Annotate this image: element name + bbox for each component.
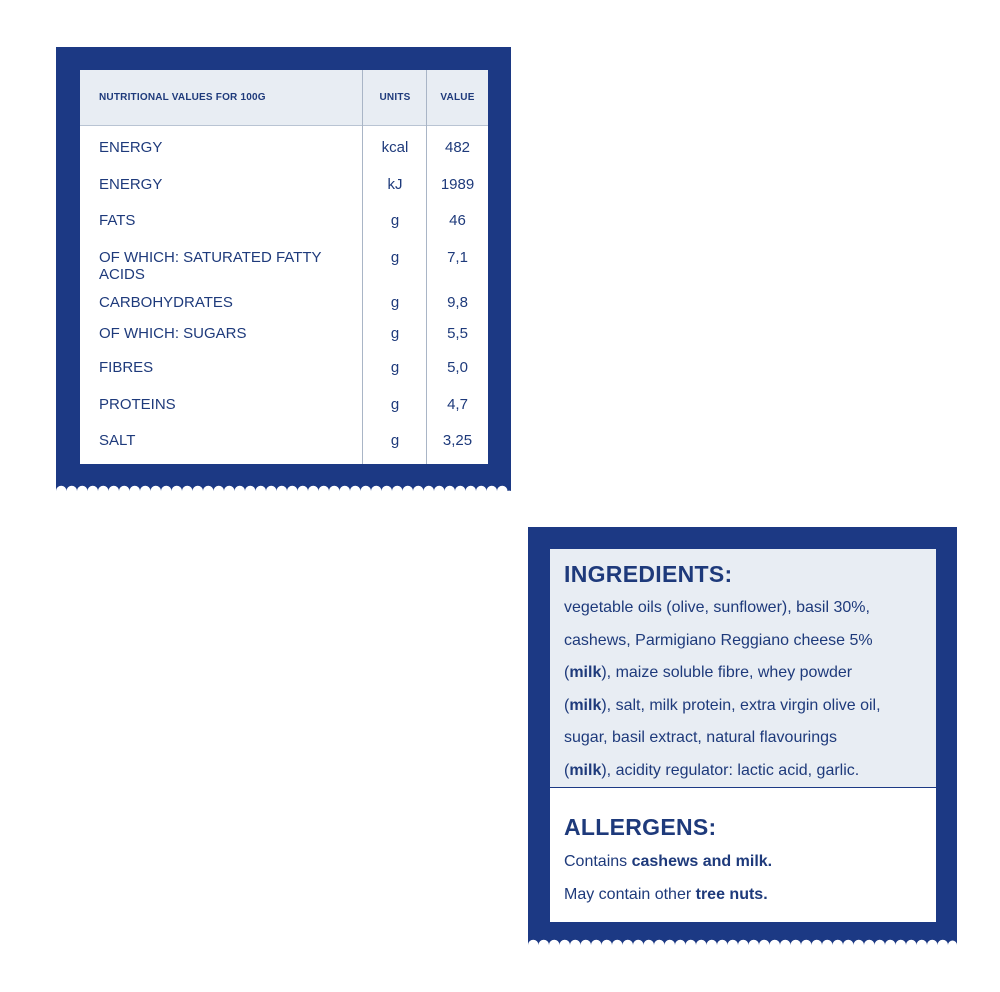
nutrient-name: ENERGY (99, 139, 163, 156)
ingredients-text (564, 592, 936, 787)
nutrient-value: 7,1 (447, 249, 468, 266)
nutrient-value: 4,7 (447, 396, 468, 413)
nutrient-name: PROTEINS (99, 396, 176, 413)
nutrient-value: 3,25 (442, 432, 473, 449)
text-segment: ( (564, 761, 570, 779)
text-line (564, 755, 936, 788)
allergens-text (564, 845, 936, 911)
nutrient-value: 1989 (440, 176, 475, 193)
nutrient-unit: g (390, 294, 400, 311)
nutrient-unit: g (390, 212, 400, 229)
text-segment: cashews, Parmigiano Reggiano cheese 5% (564, 631, 873, 649)
nutrient-name: FATS (99, 212, 136, 229)
text-segment: ), salt, milk protein, extra virgin olive oil, (601, 696, 881, 714)
text-line (564, 657, 936, 690)
nutrient-name: SALT (99, 432, 136, 449)
scalloped-edge (528, 939, 957, 949)
header-value: VALUE (440, 92, 475, 103)
nutrient-name: OF WHICH: SATURATED FATTY ACIDS (99, 249, 322, 283)
nutrient-value: 482 (444, 139, 471, 156)
nutrient-value: 46 (449, 212, 466, 229)
bold-text: milk (569, 664, 602, 681)
nutrient-unit: g (390, 396, 400, 413)
bold-text: milk (569, 761, 602, 779)
text-line (564, 878, 936, 911)
nutrient-unit: kJ (387, 176, 403, 193)
bold-text: cashews and milk. (631, 853, 773, 870)
text-segment: vegetable oils (olive, sunflower), basil 30%, (564, 599, 870, 616)
nutrient-name: ENERGY (99, 176, 163, 193)
text-segment: ), acidity regulator: lactic acid, garlic. (601, 761, 860, 779)
allergens-heading: ALLERGENS: (564, 814, 717, 840)
nutrition-panel (56, 47, 511, 494)
nutrient-name: FIBRES (99, 359, 154, 376)
nutrient-unit: g (390, 432, 400, 449)
allergens-box (550, 788, 936, 922)
nutrient-unit: kcal (381, 139, 409, 156)
ingredients-heading: INGREDIENTS: (564, 561, 733, 587)
nutrient-value: 5,5 (447, 325, 468, 342)
nutrition-table (80, 70, 488, 464)
nutrient-unit: g (390, 249, 400, 266)
bold-text: milk (569, 696, 602, 714)
nutrient-name: CARBOHYDRATES (99, 294, 233, 311)
nutrient-value: 9,8 (447, 294, 468, 311)
text-segment: Contains (564, 853, 632, 870)
text-line (564, 690, 936, 723)
nutrient-unit: g (390, 359, 400, 376)
ingredients-panel (528, 527, 957, 948)
text-line (564, 845, 936, 878)
text-line (564, 625, 936, 658)
text-line (564, 592, 936, 625)
header-nutritional-values: NUTRITIONAL VALUES FOR 100G (99, 92, 266, 103)
bold-text: tree nuts. (695, 886, 768, 903)
text-segment: May contain other (564, 886, 696, 903)
text-segment: ), maize soluble fibre, whey powder (601, 664, 853, 681)
text-segment: sugar, basil extract, natural flavourings (564, 729, 838, 746)
text-line (564, 722, 936, 755)
text-segment: ( (564, 696, 570, 714)
nutrient-name: OF WHICH: SUGARS (99, 325, 247, 342)
ingredients-box (550, 549, 936, 787)
nutrient-unit: g (390, 325, 400, 342)
text-segment: ( (564, 664, 570, 681)
header-units: UNITS (379, 92, 411, 103)
nutrient-value: 5,0 (447, 359, 468, 376)
scalloped-edge (56, 485, 511, 495)
